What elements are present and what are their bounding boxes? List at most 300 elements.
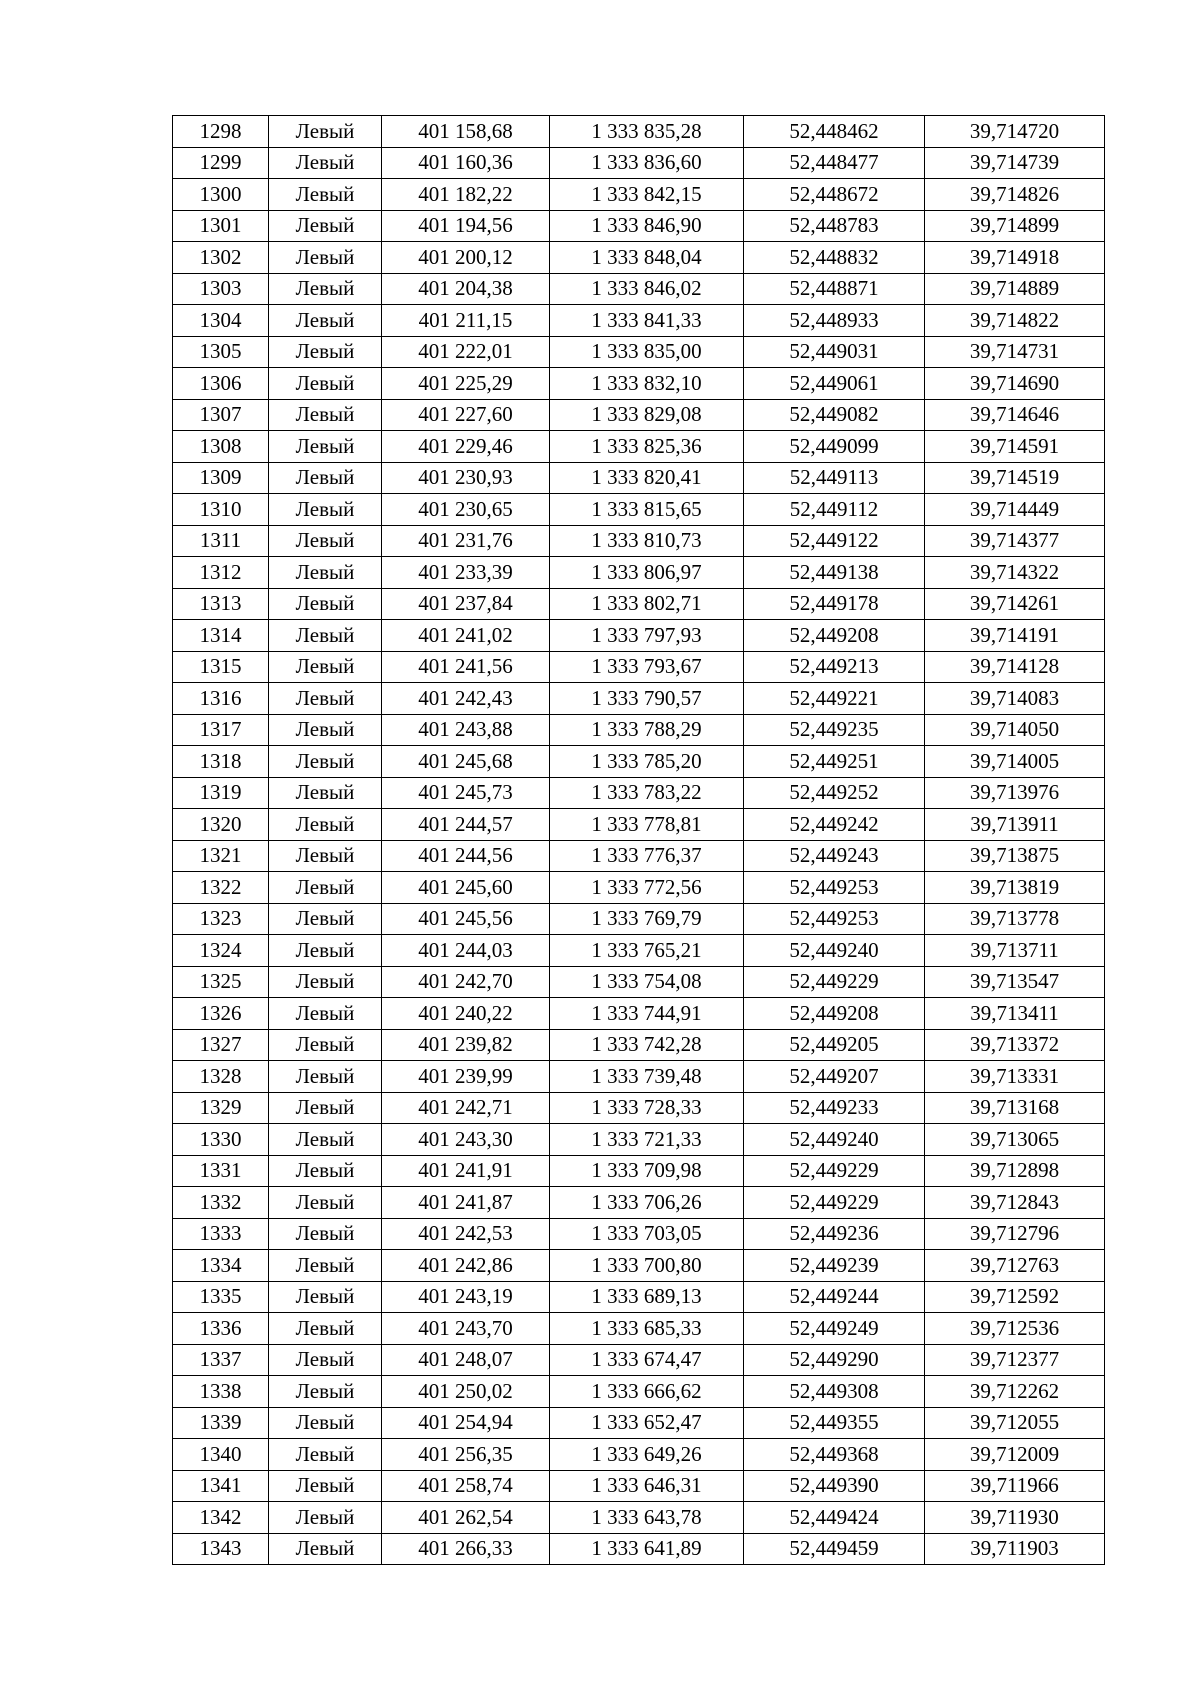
y-coordinate-cell: 1 333 706,26	[550, 1187, 744, 1219]
table-row	[173, 746, 1105, 778]
side-cell: Левый	[269, 588, 382, 620]
x-coordinate-cell: 401 245,68	[382, 746, 550, 778]
longitude-cell: 39,713168	[925, 1092, 1105, 1124]
longitude-cell: 39,714128	[925, 651, 1105, 683]
x-coordinate-cell: 401 242,86	[382, 1250, 550, 1282]
y-coordinate-cell: 1 333 835,00	[550, 336, 744, 368]
point-number-cell: 1329	[173, 1092, 269, 1124]
side-cell: Левый	[269, 903, 382, 935]
latitude-cell: 52,449459	[744, 1533, 925, 1565]
point-number-cell: 1341	[173, 1470, 269, 1502]
y-coordinate-cell: 1 333 810,73	[550, 525, 744, 557]
point-number-cell: 1305	[173, 336, 269, 368]
side-cell: Левый	[269, 1218, 382, 1250]
table-row	[173, 714, 1105, 746]
point-number-cell: 1301	[173, 210, 269, 242]
side-cell: Левый	[269, 683, 382, 715]
longitude-cell: 39,714191	[925, 620, 1105, 652]
table-row	[173, 273, 1105, 305]
table-row	[173, 1313, 1105, 1345]
x-coordinate-cell: 401 250,02	[382, 1376, 550, 1408]
point-number-cell: 1326	[173, 998, 269, 1030]
table-row	[173, 935, 1105, 967]
y-coordinate-cell: 1 333 744,91	[550, 998, 744, 1030]
y-coordinate-cell: 1 333 788,29	[550, 714, 744, 746]
x-coordinate-cell: 401 244,57	[382, 809, 550, 841]
x-coordinate-cell: 401 222,01	[382, 336, 550, 368]
side-cell: Левый	[269, 116, 382, 148]
x-coordinate-cell: 401 200,12	[382, 242, 550, 274]
side-cell: Левый	[269, 1092, 382, 1124]
table-row	[173, 431, 1105, 463]
longitude-cell: 39,714720	[925, 116, 1105, 148]
longitude-cell: 39,712843	[925, 1187, 1105, 1219]
x-coordinate-cell: 401 230,93	[382, 462, 550, 494]
longitude-cell: 39,713819	[925, 872, 1105, 904]
x-coordinate-cell: 401 245,60	[382, 872, 550, 904]
x-coordinate-cell: 401 245,56	[382, 903, 550, 935]
longitude-cell: 39,713065	[925, 1124, 1105, 1156]
point-number-cell: 1323	[173, 903, 269, 935]
side-cell: Левый	[269, 1470, 382, 1502]
table-row	[173, 1155, 1105, 1187]
table-row	[173, 1029, 1105, 1061]
table-row	[173, 1250, 1105, 1282]
table-row	[173, 494, 1105, 526]
latitude-cell: 52,449243	[744, 840, 925, 872]
latitude-cell: 52,449229	[744, 966, 925, 998]
x-coordinate-cell: 401 229,46	[382, 431, 550, 463]
point-number-cell: 1339	[173, 1407, 269, 1439]
y-coordinate-cell: 1 333 825,36	[550, 431, 744, 463]
longitude-cell: 39,714449	[925, 494, 1105, 526]
latitude-cell: 52,449290	[744, 1344, 925, 1376]
latitude-cell: 52,449208	[744, 998, 925, 1030]
longitude-cell: 39,714322	[925, 557, 1105, 589]
point-number-cell: 1298	[173, 116, 269, 148]
x-coordinate-cell: 401 182,22	[382, 179, 550, 211]
point-number-cell: 1313	[173, 588, 269, 620]
point-number-cell: 1311	[173, 525, 269, 557]
latitude-cell: 52,449236	[744, 1218, 925, 1250]
latitude-cell: 52,449368	[744, 1439, 925, 1471]
table-row	[173, 809, 1105, 841]
side-cell: Левый	[269, 273, 382, 305]
y-coordinate-cell: 1 333 848,04	[550, 242, 744, 274]
latitude-cell: 52,449113	[744, 462, 925, 494]
x-coordinate-cell: 401 244,03	[382, 935, 550, 967]
y-coordinate-cell: 1 333 806,97	[550, 557, 744, 589]
latitude-cell: 52,449082	[744, 399, 925, 431]
point-number-cell: 1321	[173, 840, 269, 872]
table-row	[173, 1470, 1105, 1502]
latitude-cell: 52,449242	[744, 809, 925, 841]
latitude-cell: 52,449122	[744, 525, 925, 557]
x-coordinate-cell: 401 243,19	[382, 1281, 550, 1313]
table-row	[173, 1218, 1105, 1250]
x-coordinate-cell: 401 230,65	[382, 494, 550, 526]
side-cell: Левый	[269, 1344, 382, 1376]
table-row	[173, 1281, 1105, 1313]
table-row	[173, 1439, 1105, 1471]
y-coordinate-cell: 1 333 646,31	[550, 1470, 744, 1502]
y-coordinate-cell: 1 333 709,98	[550, 1155, 744, 1187]
latitude-cell: 52,449424	[744, 1502, 925, 1534]
latitude-cell: 52,449239	[744, 1250, 925, 1282]
x-coordinate-cell: 401 243,88	[382, 714, 550, 746]
y-coordinate-cell: 1 333 689,13	[550, 1281, 744, 1313]
latitude-cell: 52,449208	[744, 620, 925, 652]
point-number-cell: 1306	[173, 368, 269, 400]
latitude-cell: 52,448477	[744, 147, 925, 179]
y-coordinate-cell: 1 333 754,08	[550, 966, 744, 998]
x-coordinate-cell: 401 242,71	[382, 1092, 550, 1124]
table-row	[173, 399, 1105, 431]
side-cell: Левый	[269, 179, 382, 211]
point-number-cell: 1318	[173, 746, 269, 778]
table-row	[173, 777, 1105, 809]
y-coordinate-cell: 1 333 842,15	[550, 179, 744, 211]
longitude-cell: 39,714377	[925, 525, 1105, 557]
point-number-cell: 1334	[173, 1250, 269, 1282]
longitude-cell: 39,712796	[925, 1218, 1105, 1250]
y-coordinate-cell: 1 333 776,37	[550, 840, 744, 872]
point-number-cell: 1304	[173, 305, 269, 337]
x-coordinate-cell: 401 254,94	[382, 1407, 550, 1439]
x-coordinate-cell: 401 242,70	[382, 966, 550, 998]
y-coordinate-cell: 1 333 841,33	[550, 305, 744, 337]
y-coordinate-cell: 1 333 820,41	[550, 462, 744, 494]
point-number-cell: 1333	[173, 1218, 269, 1250]
table-row	[173, 872, 1105, 904]
side-cell: Левый	[269, 746, 382, 778]
table-row	[173, 1376, 1105, 1408]
table-row	[173, 1124, 1105, 1156]
longitude-cell: 39,714826	[925, 179, 1105, 211]
y-coordinate-cell: 1 333 790,57	[550, 683, 744, 715]
table-row	[173, 210, 1105, 242]
side-cell: Левый	[269, 431, 382, 463]
longitude-cell: 39,712592	[925, 1281, 1105, 1313]
side-cell: Левый	[269, 1250, 382, 1282]
x-coordinate-cell: 401 160,36	[382, 147, 550, 179]
table-row	[173, 1061, 1105, 1093]
side-cell: Левый	[269, 557, 382, 589]
y-coordinate-cell: 1 333 846,90	[550, 210, 744, 242]
y-coordinate-cell: 1 333 742,28	[550, 1029, 744, 1061]
side-cell: Левый	[269, 872, 382, 904]
point-number-cell: 1343	[173, 1533, 269, 1565]
y-coordinate-cell: 1 333 829,08	[550, 399, 744, 431]
side-cell: Левый	[269, 840, 382, 872]
point-number-cell: 1314	[173, 620, 269, 652]
x-coordinate-cell: 401 241,87	[382, 1187, 550, 1219]
longitude-cell: 39,714646	[925, 399, 1105, 431]
point-number-cell: 1330	[173, 1124, 269, 1156]
side-cell: Левый	[269, 1187, 382, 1219]
point-number-cell: 1319	[173, 777, 269, 809]
y-coordinate-cell: 1 333 783,22	[550, 777, 744, 809]
latitude-cell: 52,448783	[744, 210, 925, 242]
point-number-cell: 1317	[173, 714, 269, 746]
table-row	[173, 903, 1105, 935]
side-cell: Левый	[269, 966, 382, 998]
longitude-cell: 39,713778	[925, 903, 1105, 935]
y-coordinate-cell: 1 333 785,20	[550, 746, 744, 778]
y-coordinate-cell: 1 333 832,10	[550, 368, 744, 400]
table-row	[173, 525, 1105, 557]
longitude-cell: 39,713411	[925, 998, 1105, 1030]
table-row	[173, 179, 1105, 211]
x-coordinate-cell: 401 237,84	[382, 588, 550, 620]
longitude-cell: 39,712262	[925, 1376, 1105, 1408]
side-cell: Левый	[269, 1407, 382, 1439]
side-cell: Левый	[269, 525, 382, 557]
y-coordinate-cell: 1 333 765,21	[550, 935, 744, 967]
side-cell: Левый	[269, 147, 382, 179]
y-coordinate-cell: 1 333 815,65	[550, 494, 744, 526]
longitude-cell: 39,713372	[925, 1029, 1105, 1061]
longitude-cell: 39,712009	[925, 1439, 1105, 1471]
table-row	[173, 336, 1105, 368]
side-cell: Левый	[269, 336, 382, 368]
point-number-cell: 1336	[173, 1313, 269, 1345]
latitude-cell: 52,449308	[744, 1376, 925, 1408]
latitude-cell: 52,449031	[744, 336, 925, 368]
x-coordinate-cell: 401 227,60	[382, 399, 550, 431]
point-number-cell: 1337	[173, 1344, 269, 1376]
y-coordinate-cell: 1 333 700,80	[550, 1250, 744, 1282]
latitude-cell: 52,448672	[744, 179, 925, 211]
point-number-cell: 1302	[173, 242, 269, 274]
longitude-cell: 39,712763	[925, 1250, 1105, 1282]
table-row	[173, 116, 1105, 148]
side-cell: Левый	[269, 1061, 382, 1093]
side-cell: Левый	[269, 651, 382, 683]
x-coordinate-cell: 401 241,02	[382, 620, 550, 652]
longitude-cell: 39,714739	[925, 147, 1105, 179]
table-row	[173, 998, 1105, 1030]
y-coordinate-cell: 1 333 703,05	[550, 1218, 744, 1250]
y-coordinate-cell: 1 333 802,71	[550, 588, 744, 620]
latitude-cell: 52,449355	[744, 1407, 925, 1439]
x-coordinate-cell: 401 241,91	[382, 1155, 550, 1187]
x-coordinate-cell: 401 242,43	[382, 683, 550, 715]
latitude-cell: 52,449061	[744, 368, 925, 400]
side-cell: Левый	[269, 399, 382, 431]
longitude-cell: 39,714261	[925, 588, 1105, 620]
point-number-cell: 1300	[173, 179, 269, 211]
longitude-cell: 39,714083	[925, 683, 1105, 715]
point-number-cell: 1342	[173, 1502, 269, 1534]
x-coordinate-cell: 401 242,53	[382, 1218, 550, 1250]
side-cell: Левый	[269, 998, 382, 1030]
table-row	[173, 1187, 1105, 1219]
y-coordinate-cell: 1 333 721,33	[550, 1124, 744, 1156]
longitude-cell: 39,714918	[925, 242, 1105, 274]
point-number-cell: 1331	[173, 1155, 269, 1187]
x-coordinate-cell: 401 240,22	[382, 998, 550, 1030]
point-number-cell: 1324	[173, 935, 269, 967]
longitude-cell: 39,711903	[925, 1533, 1105, 1565]
x-coordinate-cell: 401 239,82	[382, 1029, 550, 1061]
side-cell: Левый	[269, 1533, 382, 1565]
y-coordinate-cell: 1 333 835,28	[550, 116, 744, 148]
longitude-cell: 39,714731	[925, 336, 1105, 368]
latitude-cell: 52,449249	[744, 1313, 925, 1345]
x-coordinate-cell: 401 231,76	[382, 525, 550, 557]
table-row	[173, 588, 1105, 620]
longitude-cell: 39,714889	[925, 273, 1105, 305]
x-coordinate-cell: 401 243,30	[382, 1124, 550, 1156]
longitude-cell: 39,714519	[925, 462, 1105, 494]
latitude-cell: 52,448933	[744, 305, 925, 337]
point-number-cell: 1316	[173, 683, 269, 715]
latitude-cell: 52,449138	[744, 557, 925, 589]
side-cell: Левый	[269, 1439, 382, 1471]
longitude-cell: 39,711966	[925, 1470, 1105, 1502]
side-cell: Левый	[269, 1376, 382, 1408]
point-number-cell: 1322	[173, 872, 269, 904]
table-row	[173, 651, 1105, 683]
longitude-cell: 39,713331	[925, 1061, 1105, 1093]
table-row	[173, 966, 1105, 998]
point-number-cell: 1328	[173, 1061, 269, 1093]
side-cell: Левый	[269, 1029, 382, 1061]
y-coordinate-cell: 1 333 772,56	[550, 872, 744, 904]
point-number-cell: 1309	[173, 462, 269, 494]
longitude-cell: 39,712898	[925, 1155, 1105, 1187]
latitude-cell: 52,449229	[744, 1155, 925, 1187]
y-coordinate-cell: 1 333 797,93	[550, 620, 744, 652]
latitude-cell: 52,448832	[744, 242, 925, 274]
coordinates-table-body	[173, 116, 1105, 1565]
point-number-cell: 1320	[173, 809, 269, 841]
point-number-cell: 1338	[173, 1376, 269, 1408]
x-coordinate-cell: 401 248,07	[382, 1344, 550, 1376]
y-coordinate-cell: 1 333 652,47	[550, 1407, 744, 1439]
point-number-cell: 1315	[173, 651, 269, 683]
longitude-cell: 39,712055	[925, 1407, 1105, 1439]
point-number-cell: 1303	[173, 273, 269, 305]
table-row	[173, 305, 1105, 337]
coordinates-table	[172, 115, 1105, 1565]
x-coordinate-cell: 401 225,29	[382, 368, 550, 400]
longitude-cell: 39,713875	[925, 840, 1105, 872]
side-cell: Левый	[269, 777, 382, 809]
longitude-cell: 39,712536	[925, 1313, 1105, 1345]
y-coordinate-cell: 1 333 728,33	[550, 1092, 744, 1124]
side-cell: Левый	[269, 1281, 382, 1313]
side-cell: Левый	[269, 494, 382, 526]
x-coordinate-cell: 401 243,70	[382, 1313, 550, 1345]
table-row	[173, 557, 1105, 589]
latitude-cell: 52,449244	[744, 1281, 925, 1313]
latitude-cell: 52,449390	[744, 1470, 925, 1502]
longitude-cell: 39,714822	[925, 305, 1105, 337]
side-cell: Левый	[269, 305, 382, 337]
y-coordinate-cell: 1 333 643,78	[550, 1502, 744, 1534]
side-cell: Левый	[269, 368, 382, 400]
latitude-cell: 52,449252	[744, 777, 925, 809]
side-cell: Левый	[269, 1124, 382, 1156]
y-coordinate-cell: 1 333 666,62	[550, 1376, 744, 1408]
point-number-cell: 1299	[173, 147, 269, 179]
y-coordinate-cell: 1 333 778,81	[550, 809, 744, 841]
side-cell: Левый	[269, 242, 382, 274]
x-coordinate-cell: 401 241,56	[382, 651, 550, 683]
latitude-cell: 52,449229	[744, 1187, 925, 1219]
latitude-cell: 52,449240	[744, 935, 925, 967]
y-coordinate-cell: 1 333 641,89	[550, 1533, 744, 1565]
table-row	[173, 840, 1105, 872]
latitude-cell: 52,449112	[744, 494, 925, 526]
x-coordinate-cell: 401 245,73	[382, 777, 550, 809]
table-row	[173, 147, 1105, 179]
y-coordinate-cell: 1 333 674,47	[550, 1344, 744, 1376]
point-number-cell: 1310	[173, 494, 269, 526]
latitude-cell: 52,449099	[744, 431, 925, 463]
longitude-cell: 39,714899	[925, 210, 1105, 242]
x-coordinate-cell: 401 158,68	[382, 116, 550, 148]
longitude-cell: 39,714690	[925, 368, 1105, 400]
x-coordinate-cell: 401 194,56	[382, 210, 550, 242]
longitude-cell: 39,714050	[925, 714, 1105, 746]
longitude-cell: 39,713976	[925, 777, 1105, 809]
x-coordinate-cell: 401 239,99	[382, 1061, 550, 1093]
side-cell: Левый	[269, 1313, 382, 1345]
x-coordinate-cell: 401 211,15	[382, 305, 550, 337]
point-number-cell: 1307	[173, 399, 269, 431]
y-coordinate-cell: 1 333 793,67	[550, 651, 744, 683]
longitude-cell: 39,713911	[925, 809, 1105, 841]
longitude-cell: 39,714005	[925, 746, 1105, 778]
table-row	[173, 368, 1105, 400]
table-row	[173, 1502, 1105, 1534]
table-row	[173, 620, 1105, 652]
point-number-cell: 1312	[173, 557, 269, 589]
point-number-cell: 1340	[173, 1439, 269, 1471]
y-coordinate-cell: 1 333 649,26	[550, 1439, 744, 1471]
x-coordinate-cell: 401 244,56	[382, 840, 550, 872]
latitude-cell: 52,449233	[744, 1092, 925, 1124]
table-row	[173, 683, 1105, 715]
longitude-cell: 39,711930	[925, 1502, 1105, 1534]
x-coordinate-cell: 401 262,54	[382, 1502, 550, 1534]
side-cell: Левый	[269, 1502, 382, 1534]
point-number-cell: 1327	[173, 1029, 269, 1061]
table-row	[173, 1533, 1105, 1565]
latitude-cell: 52,449205	[744, 1029, 925, 1061]
table-row	[173, 462, 1105, 494]
point-number-cell: 1335	[173, 1281, 269, 1313]
x-coordinate-cell: 401 204,38	[382, 273, 550, 305]
x-coordinate-cell: 401 258,74	[382, 1470, 550, 1502]
latitude-cell: 52,449253	[744, 903, 925, 935]
longitude-cell: 39,712377	[925, 1344, 1105, 1376]
x-coordinate-cell: 401 266,33	[382, 1533, 550, 1565]
point-number-cell: 1332	[173, 1187, 269, 1219]
longitude-cell: 39,714591	[925, 431, 1105, 463]
table-row	[173, 242, 1105, 274]
latitude-cell: 52,449235	[744, 714, 925, 746]
side-cell: Левый	[269, 809, 382, 841]
side-cell: Левый	[269, 714, 382, 746]
point-number-cell: 1308	[173, 431, 269, 463]
latitude-cell: 52,449253	[744, 872, 925, 904]
latitude-cell: 52,449221	[744, 683, 925, 715]
y-coordinate-cell: 1 333 769,79	[550, 903, 744, 935]
